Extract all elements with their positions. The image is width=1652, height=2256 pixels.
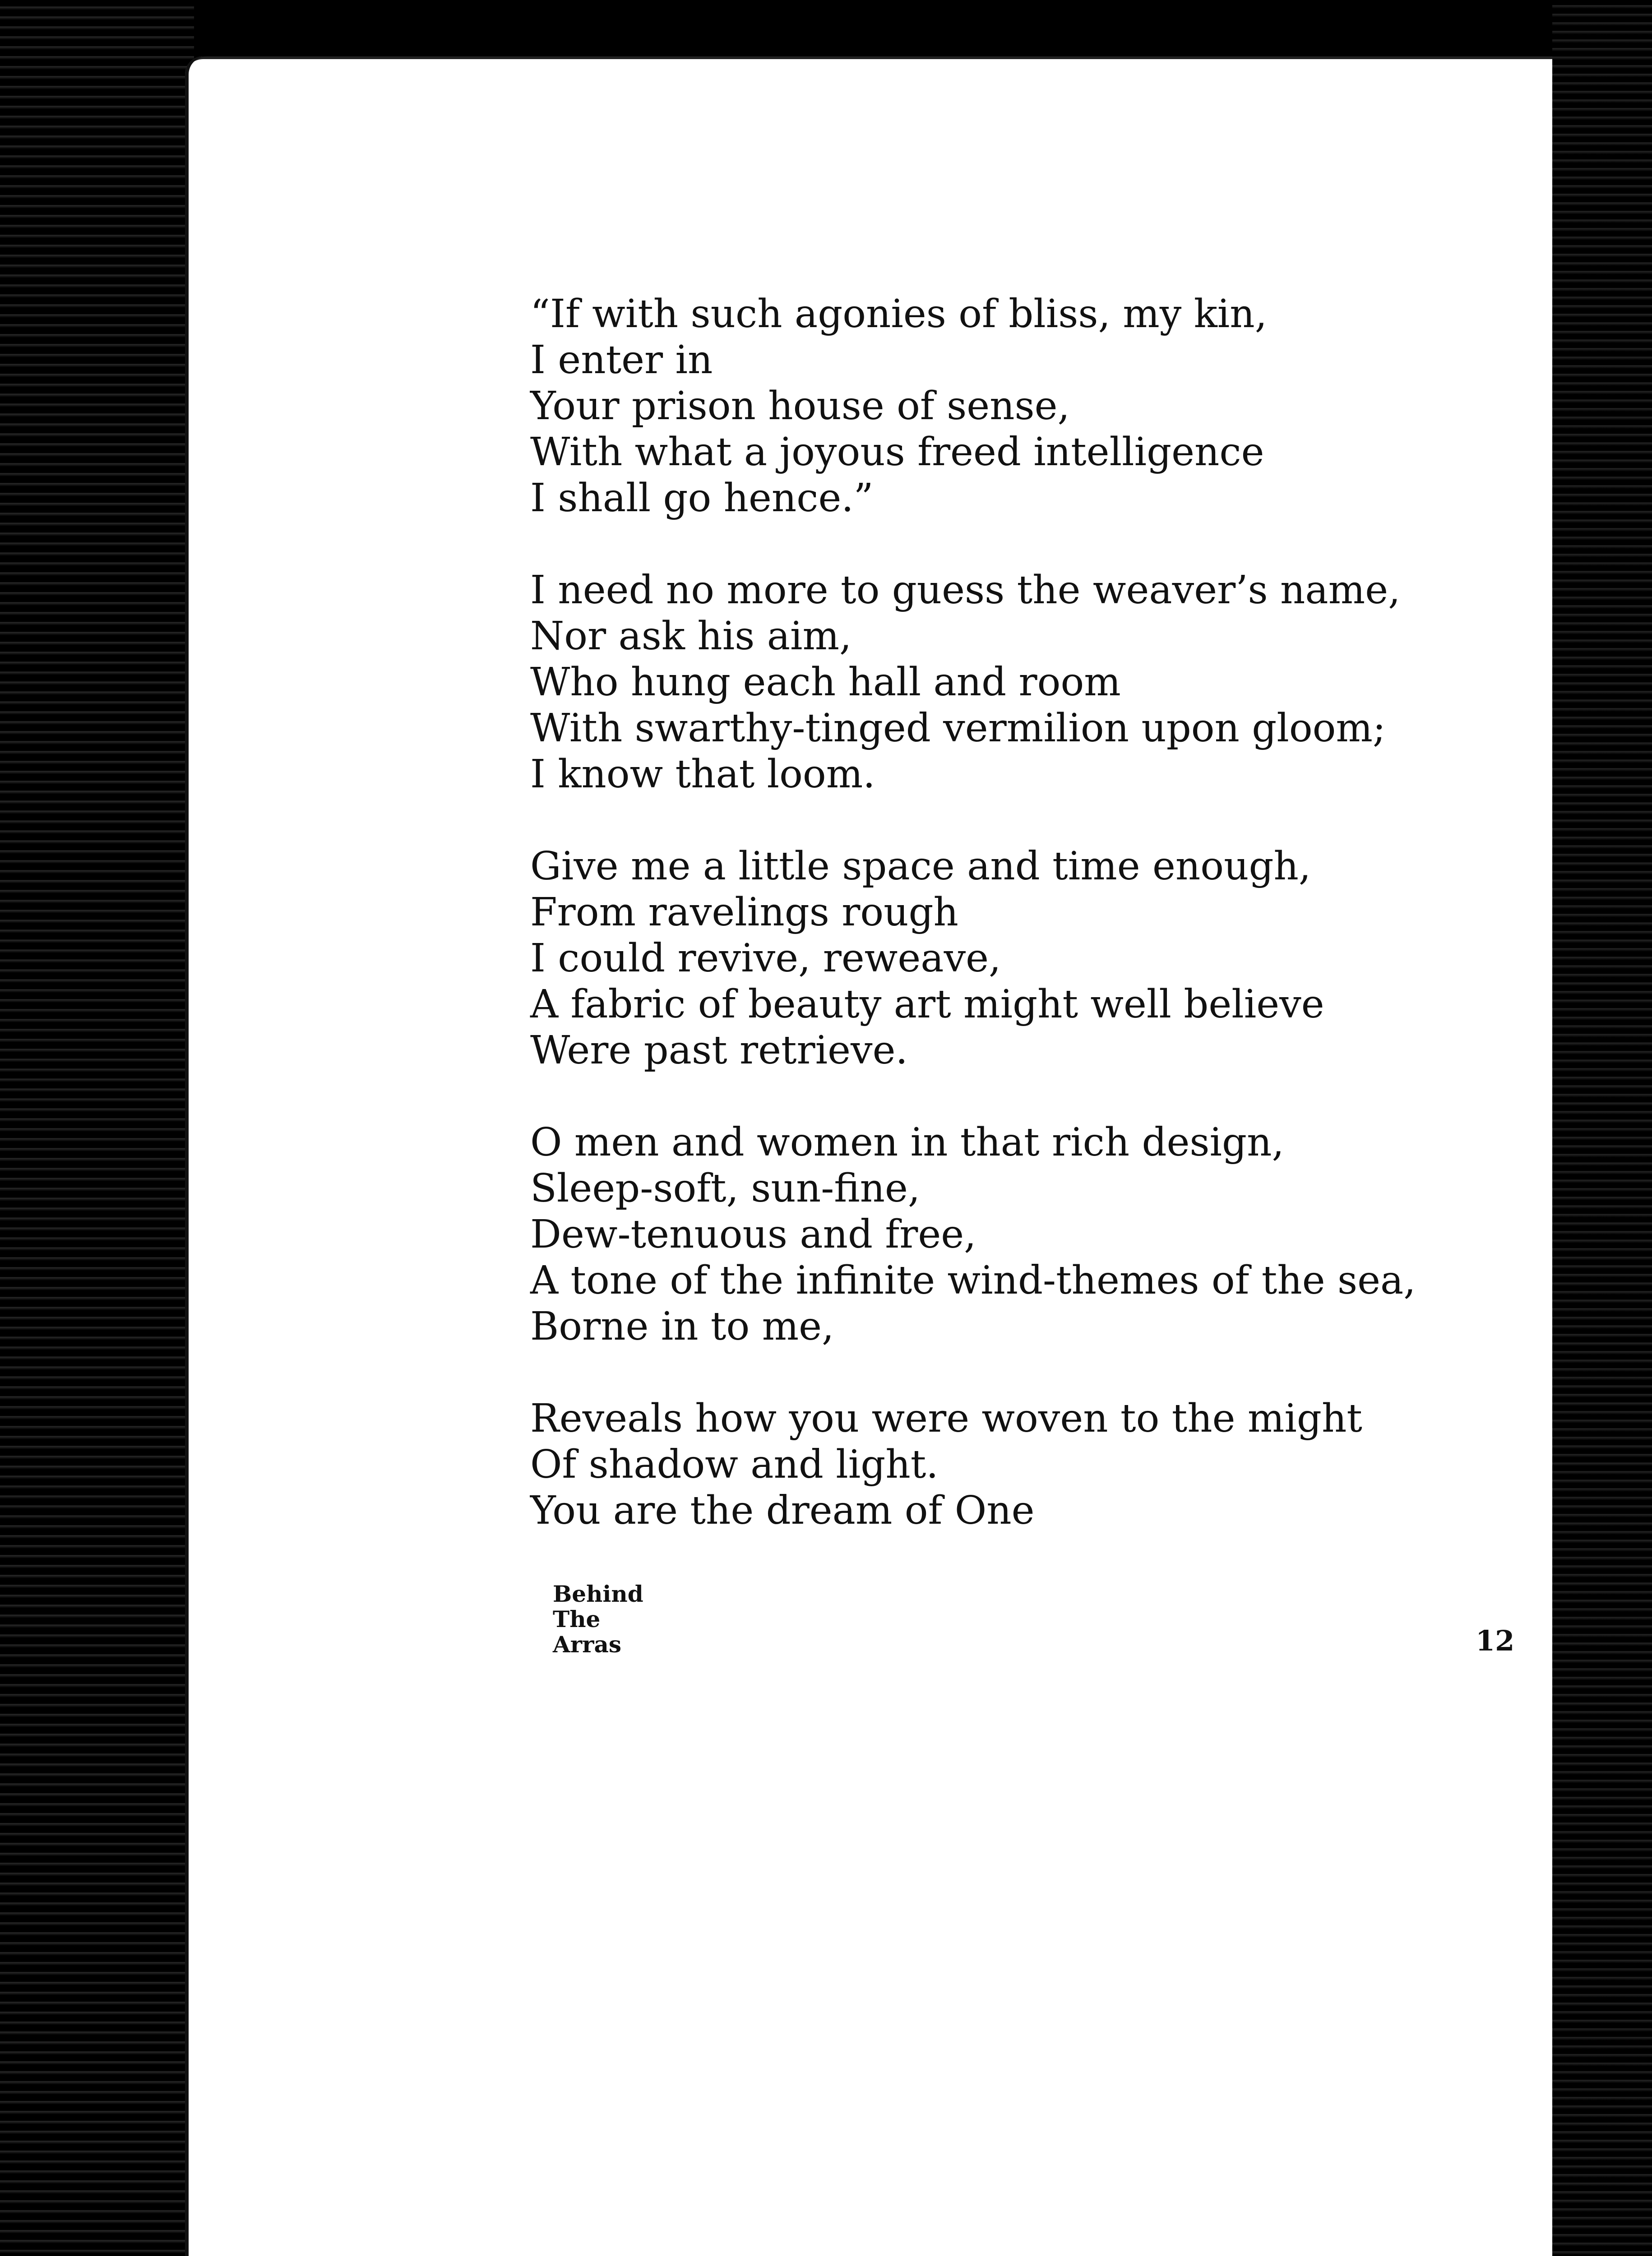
- poem-line: A fabric of beauty art might well believe: [530, 982, 1324, 1027]
- poem-body: [530, 291, 1416, 1580]
- poem-line: I know that loom.: [530, 752, 875, 797]
- stanza-5: [530, 1396, 1416, 1534]
- footer-title-line: The: [553, 1606, 601, 1632]
- poem-line: Borne in to me,: [530, 1304, 834, 1349]
- stanza-3: [530, 843, 1416, 1073]
- poem-line: I could revive, reweave,: [530, 936, 1001, 981]
- poem-line: Your prison house of sense,: [530, 384, 1070, 429]
- scan-edge-left: [0, 0, 194, 2256]
- poem-line: I shall go hence.”: [530, 476, 874, 521]
- stanza-4: [530, 1119, 1416, 1350]
- poem-line: A tone of the infinite wind-themes of the sea,: [530, 1258, 1416, 1303]
- poem-line: With what a joyous freed intelligence: [530, 430, 1264, 475]
- poem-line: Dew-tenuous and free,: [530, 1212, 976, 1257]
- poem-line: O men and women in that rich design,: [530, 1120, 1284, 1165]
- poem-line: From ravelings rough: [530, 890, 958, 935]
- stanza-1: [530, 291, 1416, 521]
- poem-line: Of shadow and light.: [530, 1442, 939, 1487]
- stanza-2: [530, 567, 1416, 797]
- poem-line: Who hung each hall and room: [530, 660, 1121, 705]
- poem-line: “If with such agonies of bliss, my kin,: [530, 291, 1268, 337]
- poem-line: Were past retrieve.: [530, 1028, 908, 1073]
- scan-edge-right: [1552, 0, 1652, 2256]
- poem-line: I enter in: [530, 337, 713, 383]
- footer-title-line: Arras: [553, 1631, 622, 1658]
- footer-title-line: Behind: [553, 1581, 643, 1607]
- poem-line: Sleep-soft, sun-fine,: [530, 1166, 921, 1211]
- book-page: [185, 56, 1552, 2256]
- running-footer-title: [553, 1581, 643, 1657]
- poem-line: Give me a little space and time enough,: [530, 844, 1311, 889]
- page-number: 12: [1476, 1624, 1515, 1657]
- poem-line: Nor ask his aim,: [530, 614, 852, 659]
- poem-line: Reveals how you were woven to the might: [530, 1396, 1362, 1441]
- poem-line: I need no more to guess the weaver’s name,: [530, 568, 1401, 613]
- poem-line: With swarthy-tinged vermilion upon gloom;: [530, 706, 1386, 751]
- poem-line: You are the dream of One: [530, 1488, 1035, 1533]
